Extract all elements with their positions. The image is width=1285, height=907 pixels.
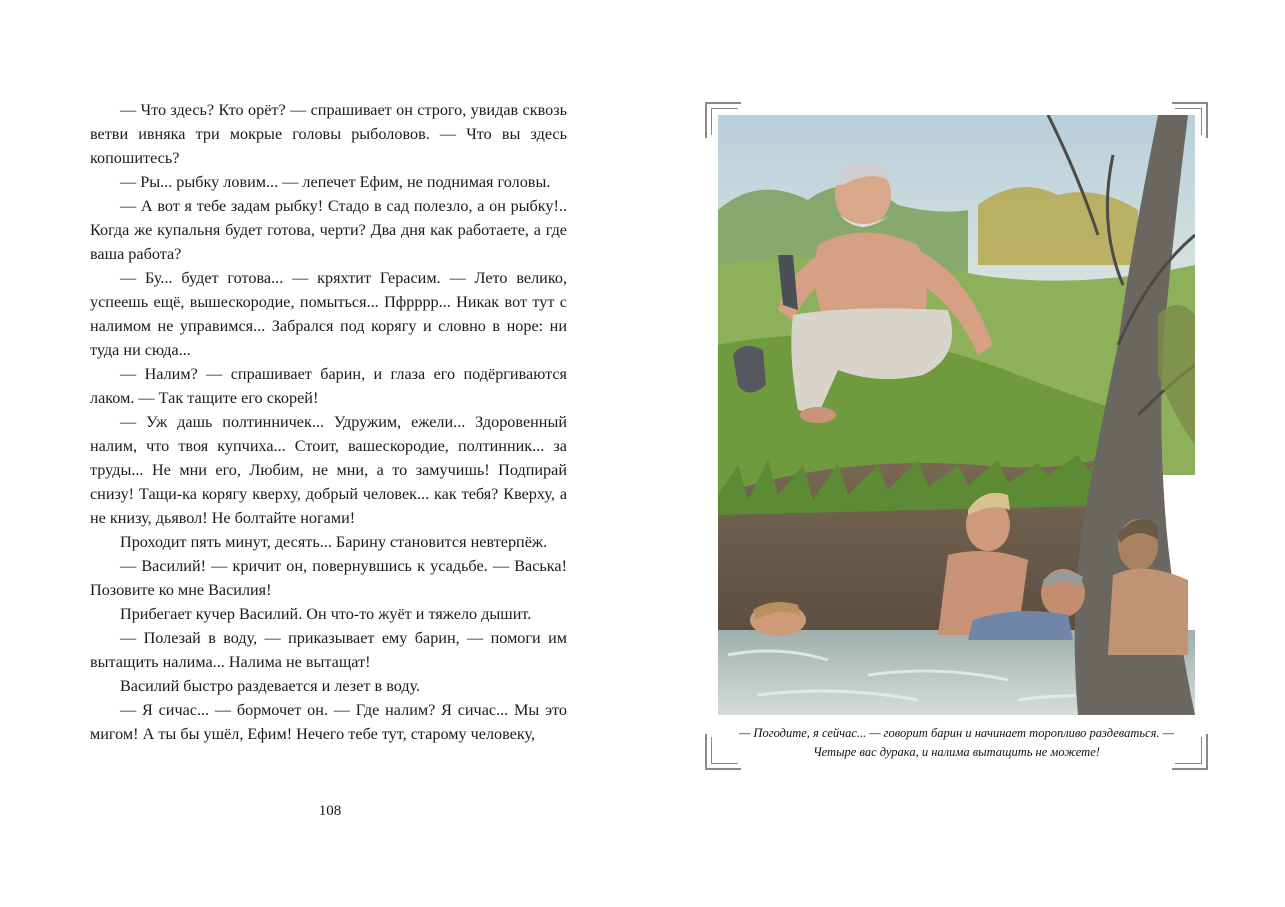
paragraph: — Бу... будет готова... — кряхтит Герасим. — Лето велико, успеешь ещё, вышескородие, помыться... Пфрррр... Никак вот тут с налимом не управимся... Забрался под корягу и словно в норе: ни туда ни сюда... [90,269,567,359]
paragraph: — А вот я тебе задам рыбку! Стадо в сад полезло, а он рыбку!.. Когда же купальня будет готова, черти? Два дня как работаете, а где ваша работа? [90,197,567,263]
paragraph: — Уж дашь полтинничек... Удружим, ежели... Здоровенный налим, что твоя купчиха... Стоит, вашескородие, полтинник... за труды... Не мни его, Любим, не мни, а то замучишь! Подпирай снизу! Тащи-ка корягу кверху, добрый человек... как тебя? Кверху, а не книзу, дьявол! Не болтайте ногами! [90,413,567,527]
paragraph: Прибегает кучер Василий. Он что-то жуёт и тяжело дышит. [120,605,532,623]
paragraph: Проходит пять минут, десять... Барину становится невтерпёж. [120,533,548,551]
paragraph: — Налим? — спрашивает барин, и глаза его подёргиваются лаком. — Так тащите его скорей! [90,365,567,407]
page-number: 108 [318,803,342,819]
illustration-frame [705,102,1208,770]
paragraph: Василий быстро раздевается и лезет в воду. [120,677,421,695]
paragraph: — Василий! — кричит он, повернувшись к усадьбе. — Васька! Позовите ко мне Василия! [90,557,567,599]
paragraph: — Что здесь? Кто орёт? — спрашивает он строго, увидав сквозь ветви ивняка три мокрые головы рыболовов. — Что вы здесь копошитесь? [90,101,567,167]
paragraph: — Ры... рыбку ловим... — лепечет Ефим, не поднимая головы. [120,173,551,191]
paragraph: — Я сичас... — бормочет он. — Где налим? Я сичас... Мы это мигом! А ты бы ушёл, Ефим! Нечего тебе тут, старому человеку, [90,701,567,743]
paragraph: — Полезай в воду, — приказывает ему барин, — помоги им вытащить налима... Налима не вытащат! [90,629,567,671]
caption-line: Четыре вас дурака, и налима вытащить не можете! [813,745,1100,759]
caption-line: — Погодите, я сейчас... — говорит барин и начинает торопливо раздеваться. — [739,726,1174,740]
watercolor-illustration [718,115,1195,715]
left-page-text [90,98,567,746]
illustration-caption [725,724,1188,762]
